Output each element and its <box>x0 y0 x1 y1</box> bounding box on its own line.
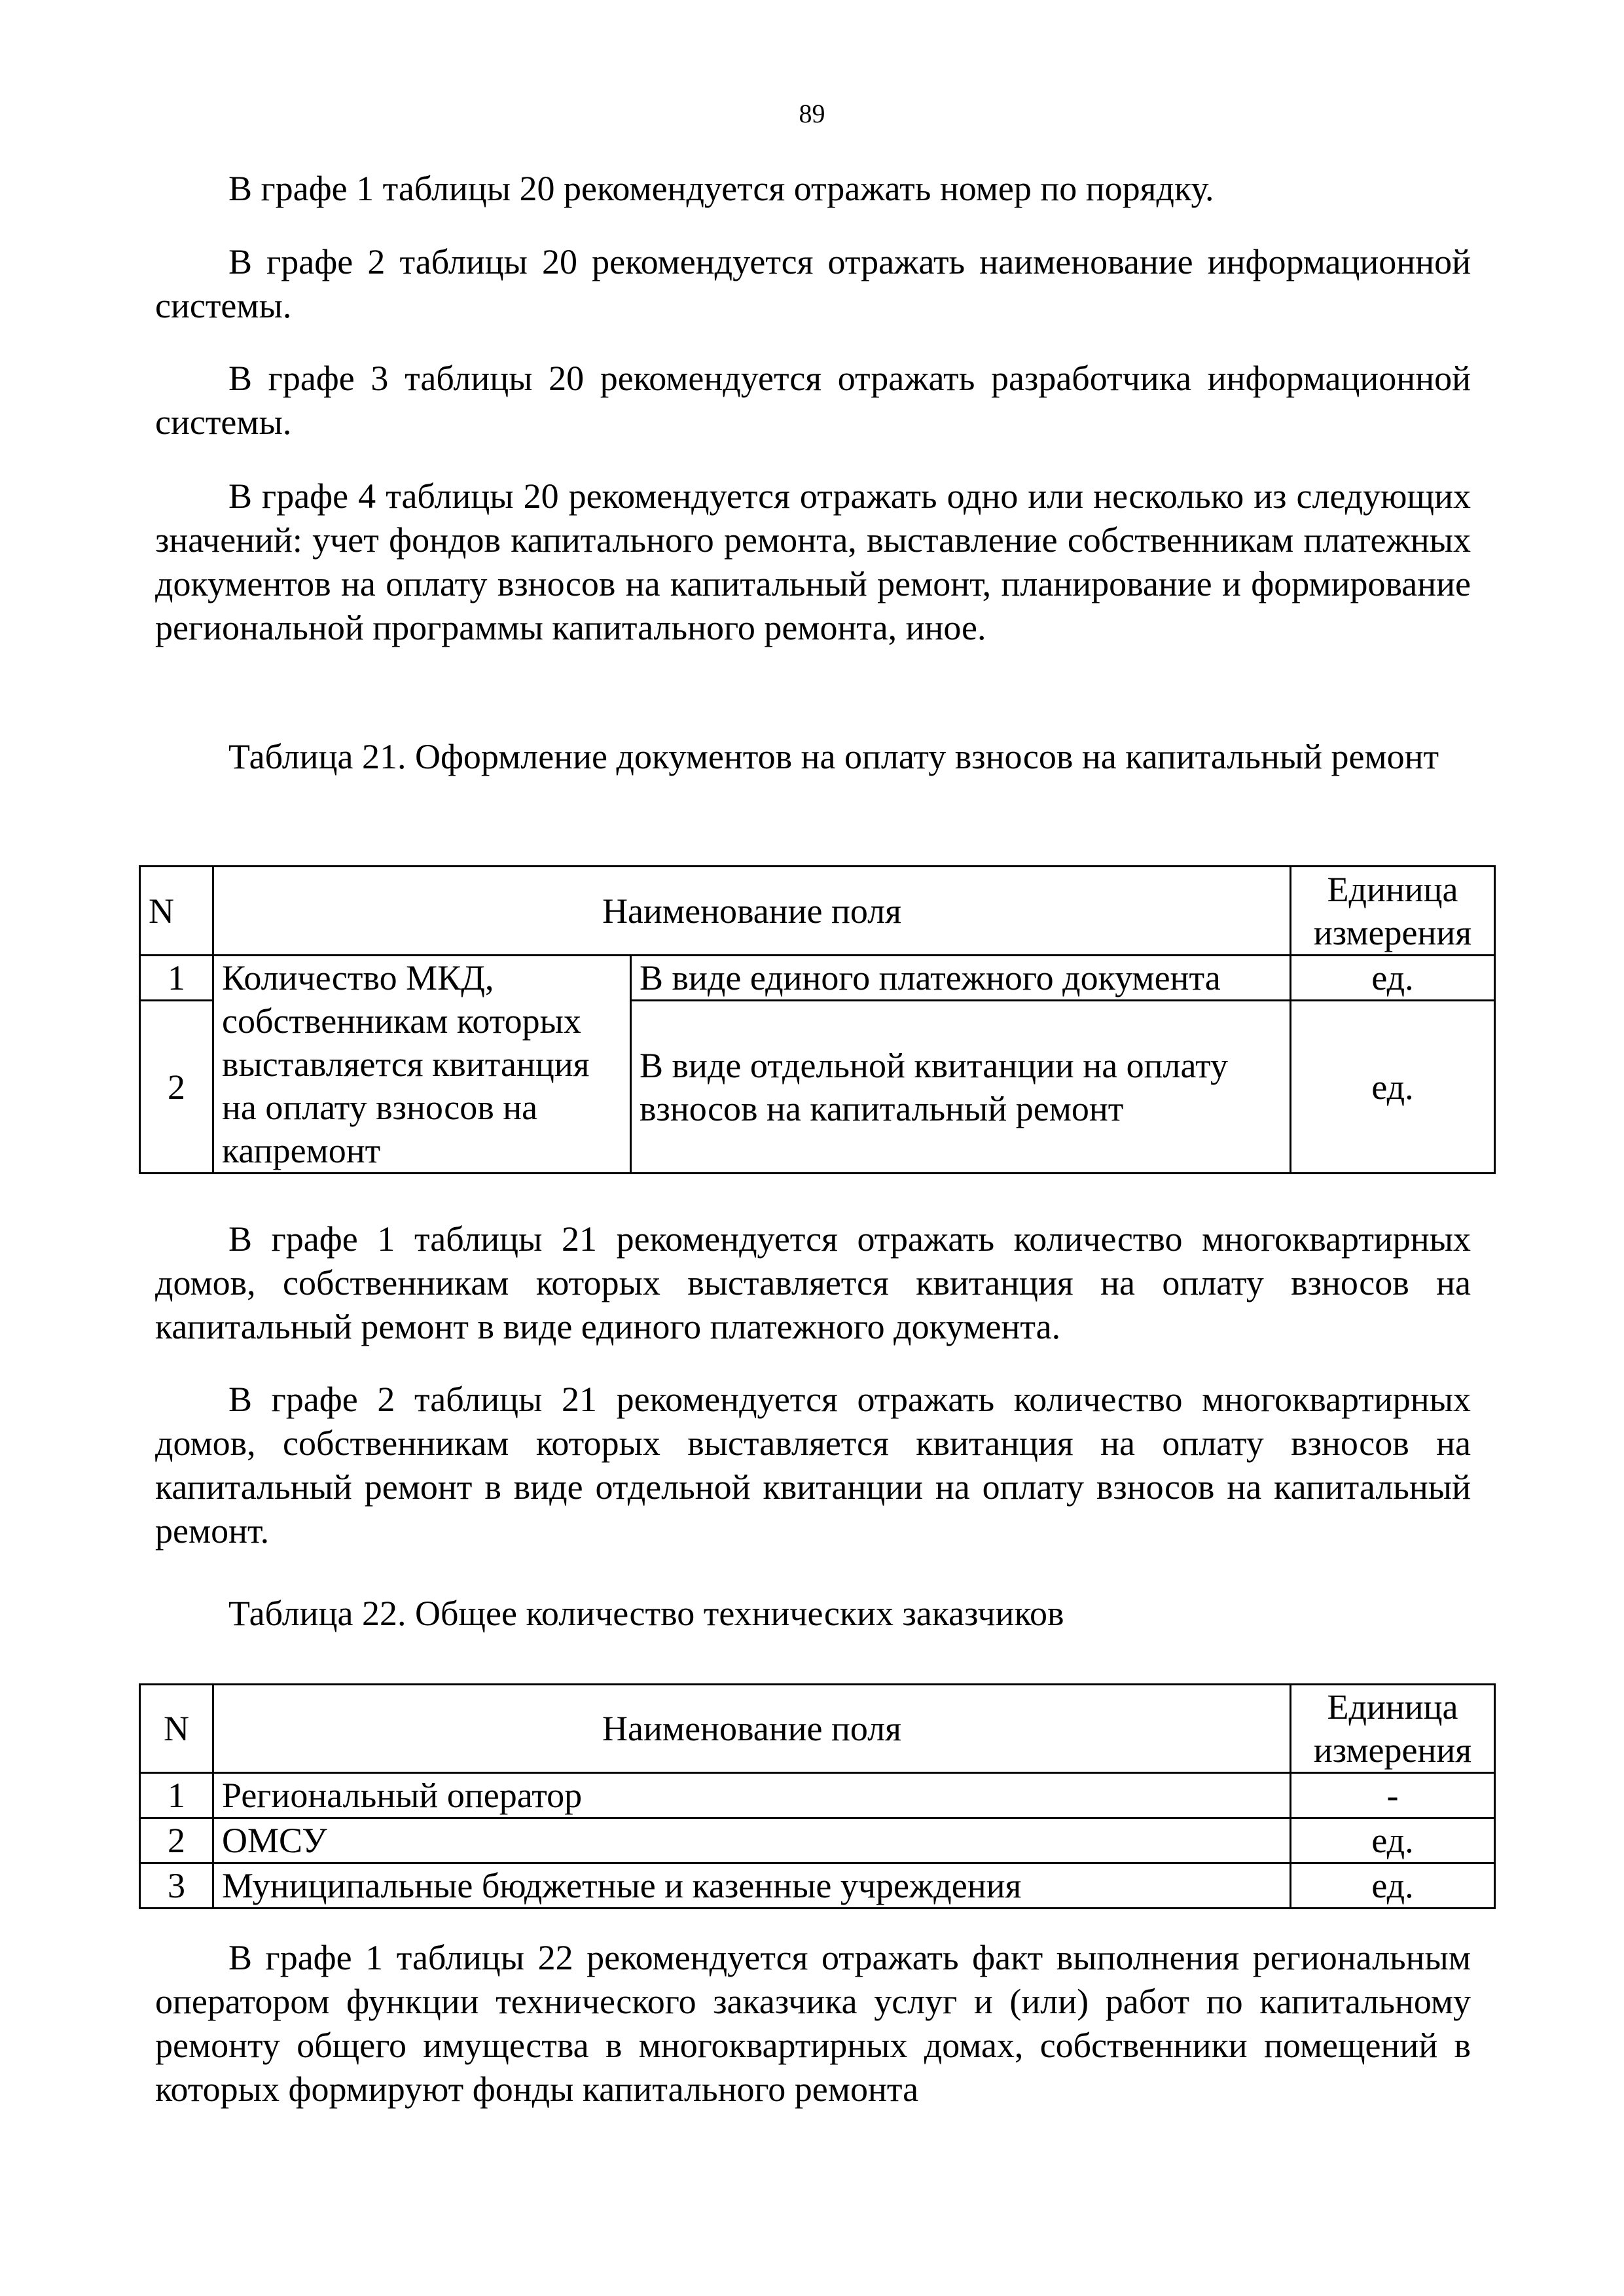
table21-header-n: N <box>140 867 213 956</box>
table22-row1-n: 1 <box>140 1773 213 1818</box>
table22 <box>139 1683 1496 1909</box>
table21 <box>139 865 1496 1174</box>
paragraph-table21-col1: В графе 1 таблицы 21 рекомендуется отражать количество многоквартирных домов, собственникам которых выставляется квитанция на оплату взносов на капитальный ремонт в виде единого платежного документа. <box>155 1219 1471 1346</box>
table22-header-field: Наименование поля <box>213 1685 1291 1773</box>
table-row <box>140 1773 1495 1818</box>
table21-row2-subfield: В виде отдельной квитанции на оплату взносов на капитальный ремонт <box>631 1001 1291 1174</box>
table22-row3-unit: ед. <box>1291 1863 1495 1909</box>
table21-header-row <box>140 867 1495 956</box>
table21-caption: Таблица 21. Оформление документов на оплату взносов на капитальный ремонт <box>228 737 1439 776</box>
table22-row3-field: Муниципальные бюджетные и казенные учреждения <box>213 1863 1291 1909</box>
table22-row1-field: Региональный оператор <box>213 1773 1291 1818</box>
paragraph-table21-col2: В графе 2 таблицы 21 рекомендуется отражать количество многоквартирных домов, собственникам которых выставляется квитанция на оплату взносов на капитальный ремонт в виде отдельной квитанции на оплату взносов на капитальный ремонт. <box>155 1380 1471 1551</box>
page-number: 89 <box>799 99 825 128</box>
table22-row1-unit: - <box>1291 1773 1495 1818</box>
paragraph-table20-col1: В графе 1 таблицы 20 рекомендуется отражать номер по порядку. <box>228 169 1214 208</box>
table21-header-unit: Единица измерения <box>1291 867 1495 956</box>
table21-group-label: Количество МКД, собственникам которых выставляется квитанция на оплату взносов на капремонт <box>213 956 631 1174</box>
table21-header-field: Наименование поля <box>213 867 1291 956</box>
table-row <box>140 956 1495 1001</box>
paragraph-table20-col2: В графе 2 таблицы 20 рекомендуется отражать наименование информационной системы. <box>155 242 1471 325</box>
paragraph-table20-col4: В графе 4 таблицы 20 рекомендуется отражать одно или несколько из следующих значений: учет фондов капитального ремонта, выставление собственникам платежных документов на оплату взносов на капитальный ремонт, планирование и формирование региональной программы капитального ремонта, иное. <box>155 476 1471 647</box>
table21-row1-unit: ед. <box>1291 956 1495 1001</box>
table22-caption: Таблица 22. Общее количество технических заказчиков <box>228 1594 1064 1633</box>
table21-row2-n: 2 <box>140 1001 213 1174</box>
table-row <box>140 1863 1495 1909</box>
table22-row2-unit: ед. <box>1291 1818 1495 1863</box>
table21-row2-unit: ед. <box>1291 1001 1495 1174</box>
paragraph-table20-col3: В графе 3 таблицы 20 рекомендуется отражать разработчика информационной системы. <box>155 359 1471 442</box>
table22-header-row <box>140 1685 1495 1773</box>
table22-header-n: N <box>140 1685 213 1773</box>
paragraph-table22-col1: В графе 1 таблицы 22 рекомендуется отражать факт выполнения региональным оператором функции технического заказчика услуг и (или) работ по капитальному ремонту общего имущества в многоквартирных домах, собственники помещений в которых формируют фонды капитального ремонта <box>155 1938 1471 2109</box>
table22-row3-n: 3 <box>140 1863 213 1909</box>
table-row <box>140 1818 1495 1863</box>
table21-row1-subfield: В виде единого платежного документа <box>631 956 1291 1001</box>
table22-row2-field: ОМСУ <box>213 1818 1291 1863</box>
table22-row2-n: 2 <box>140 1818 213 1863</box>
table22-header-unit: Единица измерения <box>1291 1685 1495 1773</box>
table21-row1-n: 1 <box>140 956 213 1001</box>
